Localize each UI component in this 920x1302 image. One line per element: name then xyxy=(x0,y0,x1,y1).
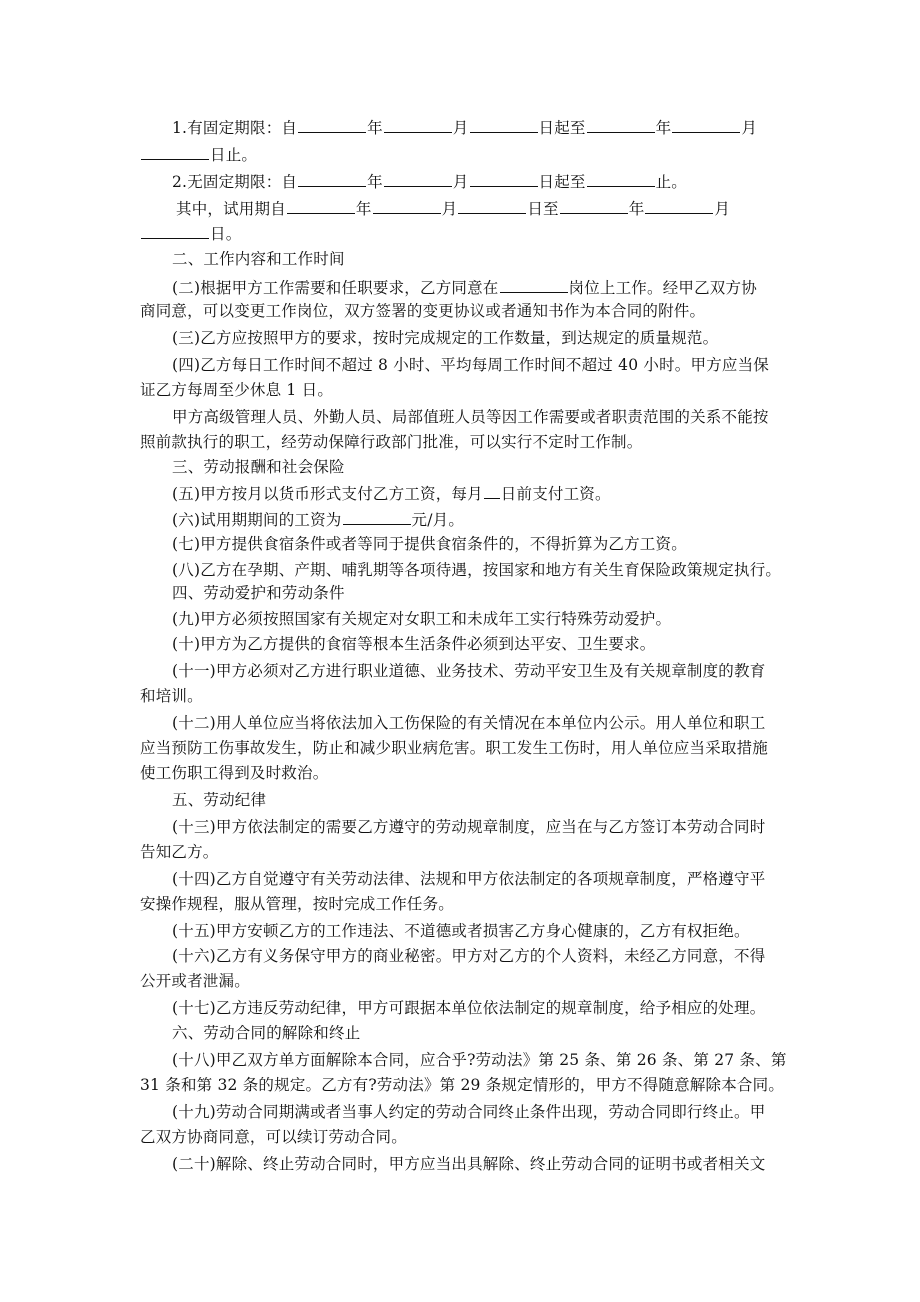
paragraph-line: 商同意，可以变更工作岗位，双方签署的变更协议或者通知书作为本合同的附件。 xyxy=(140,302,706,320)
month-label: 月 xyxy=(741,119,758,137)
day-from-to-label: 日起至 xyxy=(538,173,586,191)
blank-field xyxy=(384,116,452,133)
day-from-to-label: 日起至 xyxy=(538,119,586,137)
paragraph-line: (九)甲方必须按照国家有关规定对女职工和未成年工实行特殊劳动爱护。 xyxy=(172,610,672,628)
blank-field xyxy=(287,197,355,214)
paragraph-line: 甲方高级管理人员、外勤人员、局部值班人员等因工作需要或者职责范围的关系不能按 xyxy=(172,408,769,426)
paragraph-line: 安操作规程，服从管理，按时完成工作任务。 xyxy=(140,895,455,913)
until-label: 止。 xyxy=(655,173,688,191)
blank-field xyxy=(484,482,500,499)
blank-field xyxy=(373,197,441,214)
day-end-label: 日止。 xyxy=(210,146,258,164)
paragraph-line: (十三)甲方依法制定的需要乙方遵守的劳动规章制度，应当在与乙方签订本劳动合同时 xyxy=(172,818,766,836)
probation-line-2 xyxy=(140,222,920,244)
paragraph-line: 照前款执行的职工，经劳动保障行政部门批准，可以实行不定时工作制。 xyxy=(140,433,643,451)
section-heading: 四、劳动爱护和劳动条件 xyxy=(172,584,345,602)
paragraph-line xyxy=(172,482,920,504)
paragraph-line: (十五)甲方安顿乙方的工作违法、不道德或者损害乙方身心健康的，乙方有权拒绝。 xyxy=(172,922,750,940)
blank-field xyxy=(141,222,209,239)
paragraph-line: (十七)乙方违反劳动纪律，甲方可跟据本单位依法制定的规章制度，给予相应的处理。 xyxy=(172,999,766,1017)
paragraph-line: 证乙方每周至少休息 1 日。 xyxy=(140,381,334,399)
year-label: 年 xyxy=(655,119,672,137)
blank-field xyxy=(587,116,655,133)
paragraph-line: 乙双方协商同意，可以续订劳动合同。 xyxy=(140,1128,407,1146)
year-label: 年 xyxy=(367,119,383,137)
year-label: 年 xyxy=(367,173,383,191)
blank-field xyxy=(343,508,411,525)
blank-field xyxy=(645,197,713,214)
probation-line xyxy=(176,197,920,219)
paragraph-line: (十六)乙方有义务保守甲方的商业秘密。甲方对乙方的个人资料，未经乙方同意，不得 xyxy=(172,947,766,965)
blank-field xyxy=(470,170,538,187)
paragraph-line: (十九)劳动合同期满或者当事人约定的劳动合同终止条件出现，劳动合同即行终止。甲 xyxy=(172,1103,766,1121)
probation-label: 其中，试用期自 xyxy=(176,200,286,218)
paragraph-line: (八)乙方在孕期、产期、哺乳期等各项待遇，按国家和地方有关生育保险政策规定执行。 xyxy=(172,561,782,579)
month-label: 月 xyxy=(441,200,458,218)
section-heading: 二、工作内容和工作时间 xyxy=(172,250,345,268)
section-heading: 三、劳动报酬和社会保险 xyxy=(172,458,345,476)
open-term-line xyxy=(172,170,920,192)
month-label: 月 xyxy=(452,173,469,191)
paragraph-line: 应当预防工伤事故发生，防止和减少职业病危害。职工发生工伤时，用人单位应当采取措施 xyxy=(140,739,769,757)
section-heading: 六、劳动合同的解除和终止 xyxy=(172,1024,361,1042)
paragraph-line: 使工伤职工得到及时救治。 xyxy=(140,764,329,782)
blank-field xyxy=(458,197,526,214)
paragraph-line xyxy=(172,508,920,530)
paragraph-line: (十)甲方为乙方提供的食宿等根本生活条件必须到达平安、卫生要求。 xyxy=(172,635,656,653)
paragraph-text: (五)甲方按月以货币形式支付乙方工资，每月 xyxy=(172,485,483,503)
paragraph-line: 31 条和第 32 条的规定。乙方有?劳动法》第 29 条规定情形的，甲方不得随意解除本合同。 xyxy=(140,1076,785,1094)
blank-field xyxy=(384,170,452,187)
blank-field xyxy=(298,170,366,187)
paragraph-line: 公开或者泄漏。 xyxy=(140,972,250,990)
paragraph-line: (十八)甲乙双方单方面解除本合同，应合乎?劳动法》第 25 条、第 26 条、第 27 条、第 xyxy=(172,1051,787,1069)
section-heading: 五、劳动纪律 xyxy=(172,791,267,809)
paragraph-line: (七)甲方提供食宿条件或者等同于提供食宿条件的，不得折算为乙方工资。 xyxy=(172,535,687,553)
blank-field xyxy=(587,170,655,187)
day-period-label: 日。 xyxy=(210,225,242,243)
blank-field xyxy=(470,116,538,133)
paragraph-text: 元/月。 xyxy=(411,511,465,529)
month-label: 月 xyxy=(452,119,469,137)
month-label: 月 xyxy=(714,200,731,218)
paragraph-line: (十四)乙方自觉遵守有关劳动法律、法规和甲方依法制定的各项规章制度，严格遵守平 xyxy=(172,870,766,888)
blank-field xyxy=(141,143,209,160)
day-to-label: 日至 xyxy=(527,200,559,218)
paragraph-text: 日前支付工资。 xyxy=(500,485,611,503)
blank-field xyxy=(298,116,366,133)
paragraph-text: (二)根据甲方工作需要和任职要求，乙方同意在 xyxy=(172,279,499,297)
year-label: 年 xyxy=(628,200,645,218)
paragraph-line: 和培训。 xyxy=(140,687,203,705)
fixed-term-label: 1.有固定期限：自 xyxy=(172,119,298,137)
fixed-term-line xyxy=(172,116,920,138)
paragraph-line xyxy=(172,276,920,298)
blank-field xyxy=(560,197,628,214)
year-label: 年 xyxy=(355,200,372,218)
paragraph-line: (十一)甲方必须对乙方进行职业道德、业务技术、劳动平安卫生及有关规章制度的教育 xyxy=(172,662,766,680)
open-term-label: 2.无固定期限：自 xyxy=(172,173,298,191)
paragraph-line: (三)乙方应按照甲方的要求，按时完成规定的工作数量，到达规定的质量规范。 xyxy=(172,329,719,347)
blank-field xyxy=(672,116,740,133)
blank-field xyxy=(500,276,568,293)
paragraph-line: 告知乙方。 xyxy=(140,843,219,861)
paragraph-text: 岗位上工作。经甲乙双方协 xyxy=(568,279,757,297)
paragraph-line: (十二)用人单位应当将依法加入工伤保险的有关情况在本单位内公示。用人单位和职工 xyxy=(172,714,766,732)
fixed-term-line-2 xyxy=(140,143,920,165)
paragraph-line: (四)乙方每日工作时间不超过 8 小时、平均每周工作时间不超过 40 小时。甲方应当保 xyxy=(172,356,769,374)
paragraph-text: (六)试用期期间的工资为 xyxy=(172,511,342,529)
paragraph-line: (二十)解除、终止劳动合同时，甲方应当出具解除、终止劳动合同的证明书或者相关文 xyxy=(172,1155,766,1173)
